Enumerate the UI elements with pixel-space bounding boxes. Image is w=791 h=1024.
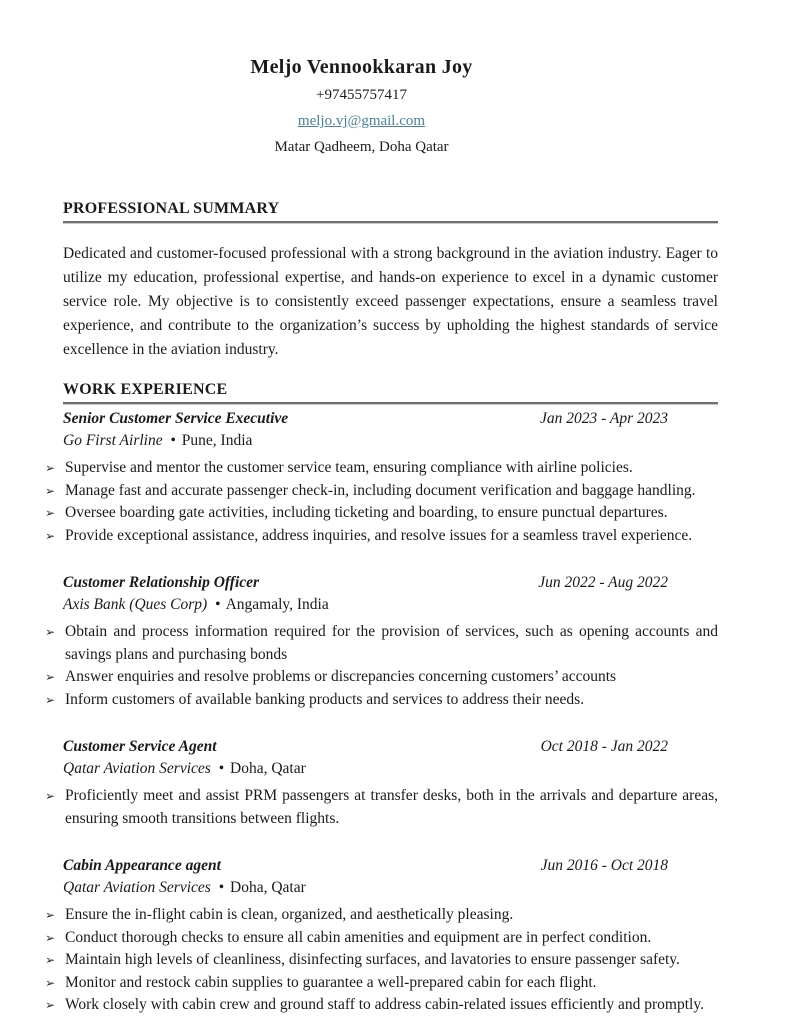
job-location: Doha, Qatar <box>230 760 306 778</box>
arrow-bullet-icon: ➢ <box>45 908 56 923</box>
bullet-item <box>45 904 718 927</box>
bullet-text: Ensure the in-flight cabin is clean, organized, and aesthetically pleasing. <box>65 906 514 924</box>
arrow-bullet-icon: ➢ <box>45 506 56 521</box>
arrow-bullet-icon: ➢ <box>45 998 56 1013</box>
company-name: Qatar Aviation Services <box>63 760 211 778</box>
bullet-item <box>45 785 718 830</box>
experience-heading: WORK EXPERIENCE <box>63 381 718 404</box>
job-dates: Jan 2023 - Apr 2023 <box>539 410 668 428</box>
company-location-separator: • <box>170 432 176 450</box>
job-company-line <box>63 877 718 898</box>
job-company-line <box>63 758 718 779</box>
bullet-item <box>45 994 718 1017</box>
bullet-item <box>45 666 718 689</box>
company-location-separator: • <box>218 879 225 897</box>
job-company-line <box>63 594 718 615</box>
bullet-text: Inform customers of available banking products and services to address their needs. <box>65 690 585 708</box>
bullet-item <box>45 689 718 712</box>
arrow-bullet-icon: ➢ <box>45 975 56 990</box>
arrow-bullet-icon: ➢ <box>45 625 56 640</box>
job-bullet-list <box>45 904 718 1017</box>
arrow-bullet-icon: ➢ <box>45 670 56 685</box>
job-bullet-list <box>45 785 718 830</box>
company-location-separator: • <box>215 596 221 614</box>
candidate-name: Meljo Vennookkaran Joy <box>250 56 473 78</box>
company-location-separator: • <box>218 760 225 778</box>
job-header-row <box>63 737 718 757</box>
bullet-item <box>45 972 718 995</box>
bullet-text: Manage fast and accurate passenger check-in, including document verification and baggage handling. <box>65 481 696 499</box>
job-entry <box>45 409 718 547</box>
arrow-bullet-icon: ➢ <box>45 953 56 968</box>
bullet-item <box>45 949 718 972</box>
job-location: Doha, Qatar <box>230 879 306 897</box>
professional-summary-section <box>63 200 718 362</box>
job-header-row <box>63 409 718 429</box>
bullet-item <box>45 457 718 480</box>
arrow-bullet-icon: ➢ <box>45 692 56 707</box>
bullet-text: Oversee boarding gate activities, including ticketing and boarding, to ensure punctual departures. <box>65 504 668 522</box>
company-name: Axis Bank (Ques Corp) <box>63 596 208 614</box>
job-entry <box>45 856 718 1017</box>
bullet-text: Proficiently meet and assist PRM passengers at transfer desks, both in the arrivals and departure areas, ensuring smooth transitions between flights. <box>65 787 718 827</box>
job-entry <box>45 573 718 711</box>
bullet-text: Monitor and restock cabin supplies to guarantee a well-prepared cabin for each flight. <box>65 973 597 991</box>
job-title: Customer Relationship Officer <box>63 574 260 592</box>
bullet-text: Provide exceptional assistance, address inquiries, and resolve issues for a seamless travel experience. <box>65 526 693 544</box>
job-title: Cabin Appearance agent <box>63 857 221 875</box>
bullet-item <box>45 502 718 525</box>
bullet-text: Maintain high levels of cleanliness, disinfecting surfaces, and lavatories to ensure passenger safety. <box>65 951 680 969</box>
arrow-bullet-icon: ➢ <box>45 483 56 498</box>
bullet-item <box>45 621 718 666</box>
arrow-bullet-icon: ➢ <box>45 789 56 804</box>
job-bullet-list <box>45 457 718 547</box>
job-entry <box>45 737 718 830</box>
job-dates: Jun 2022 - Aug 2022 <box>538 574 668 592</box>
bullet-text: Work closely with cabin crew and ground staff to address cabin-related issues efficiently and promptly. <box>65 996 704 1014</box>
summary-heading: PROFESSIONAL SUMMARY <box>63 200 718 223</box>
bullet-item <box>45 525 718 548</box>
job-location: Angamaly, India <box>225 596 329 614</box>
location-text: Matar Qadheem, Doha Qatar <box>274 138 449 155</box>
resume-header <box>63 56 718 156</box>
bullet-item <box>45 480 718 503</box>
job-title: Customer Service Agent <box>63 738 217 756</box>
summary-text: Dedicated and customer-focused professional with a strong background in the aviation industry. Eager to utilize my education, professional expertise, and hands-on experience to excel in a dynamic customer service role. My objective is to consistently exceed passenger expectations, ensure a seamless travel experience, and contribute to the organization’s success by upholding the highest standards of service excellence in the aviation industry. <box>63 245 718 359</box>
job-dates: Oct 2018 - Jan 2022 <box>540 738 668 756</box>
arrow-bullet-icon: ➢ <box>45 528 56 543</box>
bullet-text: Conduct thorough checks to ensure all cabin amenities and equipment are in perfect condition. <box>65 928 652 946</box>
bullet-text: Supervise and mentor the customer service team, ensuring compliance with airline policies. <box>65 459 633 477</box>
job-header-row <box>63 856 718 876</box>
arrow-bullet-icon: ➢ <box>45 930 56 945</box>
bullet-text: Obtain and process information required for the provision of services, such as opening accounts and savings plans and purchasing bonds <box>65 623 718 663</box>
job-bullet-list <box>45 621 718 711</box>
bullet-item <box>45 927 718 950</box>
job-header-row <box>63 573 718 593</box>
work-experience-section <box>45 381 718 1017</box>
job-location: Pune, India <box>181 432 253 450</box>
job-dates: Jun 2016 - Oct 2018 <box>540 857 668 875</box>
job-company-line <box>63 430 718 451</box>
phone-number: +97455757417 <box>316 87 407 103</box>
email-link[interactable]: meljo.vj@gmail.com <box>297 112 426 129</box>
jobs-list <box>45 409 718 1017</box>
job-title: Senior Customer Service Executive <box>63 410 289 428</box>
bullet-text: Answer enquiries and resolve problems or discrepancies concerning customers’ accounts <box>65 668 617 686</box>
company-name: Qatar Aviation Services <box>63 879 211 897</box>
company-name: Go First Airline <box>63 432 163 450</box>
arrow-bullet-icon: ➢ <box>45 461 56 476</box>
